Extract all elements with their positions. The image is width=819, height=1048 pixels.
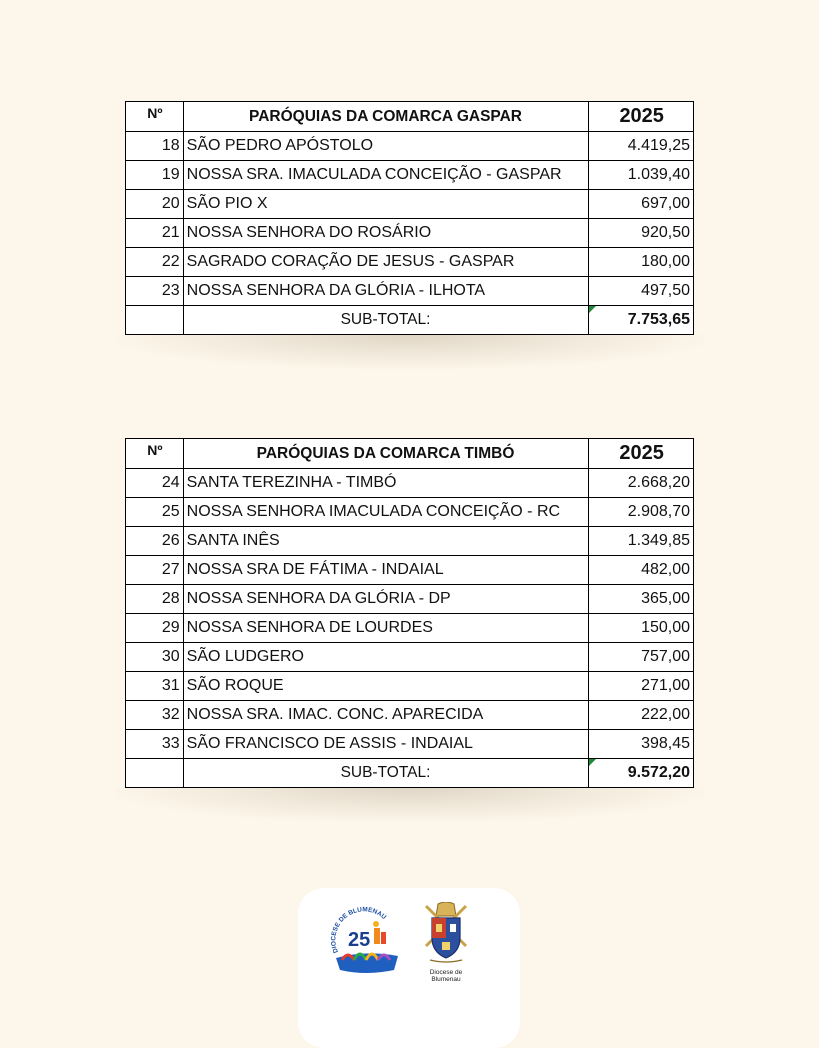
table-row (126, 527, 694, 556)
row-value: 2.668,20 (589, 469, 694, 498)
table-header-row (126, 439, 694, 469)
row-number: 20 (126, 190, 184, 219)
logo-card (298, 888, 520, 1048)
row-number: 22 (126, 248, 184, 277)
row-number: 19 (126, 161, 184, 190)
table-row (126, 556, 694, 585)
logo-caption-line1: Diocese de (429, 969, 463, 976)
row-name: NOSSA SENHORA DA GLÓRIA - DP (183, 585, 589, 614)
header-title: PARÓQUIAS DA COMARCA GASPAR (183, 102, 589, 132)
table-row (126, 248, 694, 277)
row-value: 2.908,70 (589, 498, 694, 527)
table-row (126, 277, 694, 306)
table-row (126, 161, 694, 190)
subtotal-row (126, 759, 694, 788)
row-name: NOSSA SENHORA IMACULADA CONCEIÇÃO - RC (183, 498, 589, 527)
comarca-timbo-table (125, 438, 694, 788)
row-value: 150,00 (589, 614, 694, 643)
coat-of-arms-icon (416, 902, 476, 964)
row-name: SÃO ROQUE (183, 672, 589, 701)
row-number: 21 (126, 219, 184, 248)
row-name: NOSSA SRA. IMACULADA CONCEIÇÃO - GASPAR (183, 161, 589, 190)
row-name: NOSSA SRA DE FÁTIMA - INDAIAL (183, 556, 589, 585)
row-value: 180,00 (589, 248, 694, 277)
row-name: SÃO PEDRO APÓSTOLO (183, 132, 589, 161)
row-value: 482,00 (589, 556, 694, 585)
row-name: NOSSA SENHORA DA GLÓRIA - ILHOTA (183, 277, 589, 306)
row-value: 1.039,40 (589, 161, 694, 190)
row-value: 271,00 (589, 672, 694, 701)
table-row (126, 614, 694, 643)
header-year: 2025 (589, 102, 694, 132)
table-row (126, 672, 694, 701)
comarca-gaspar-table-wrap (125, 101, 694, 335)
row-value: 365,00 (589, 585, 694, 614)
subtotal-value: 7.753,65 (627, 311, 690, 328)
row-number: 30 (126, 643, 184, 672)
row-value: 4.419,25 (589, 132, 694, 161)
row-name: SAGRADO CORAÇÃO DE JESUS - GASPAR (183, 248, 589, 277)
logo-caption-line2: Blumenau (431, 976, 461, 983)
row-number: 31 (126, 672, 184, 701)
table-row (126, 730, 694, 759)
cell-comment-mark (589, 306, 596, 313)
subtotal-empty-cell (126, 306, 184, 335)
row-value: 920,50 (589, 219, 694, 248)
row-value: 222,00 (589, 701, 694, 730)
logo-number: 25 (348, 929, 371, 951)
row-number: 24 (126, 469, 184, 498)
row-name: SÃO FRANCISCO DE ASSIS - INDAIAL (183, 730, 589, 759)
row-number: 32 (126, 701, 184, 730)
subtotal-row (126, 306, 694, 335)
row-number: 33 (126, 730, 184, 759)
comarca-timbo-table-wrap (125, 438, 694, 788)
row-name: NOSSA SENHORA DE LOURDES (183, 614, 589, 643)
row-number: 29 (126, 614, 184, 643)
table-row (126, 498, 694, 527)
row-name: SANTA TEREZINHA - TIMBÓ (183, 469, 589, 498)
table-row (126, 585, 694, 614)
subtotal-empty-cell (126, 759, 184, 788)
header-title: PARÓQUIAS DA COMARCA TIMBÓ (183, 439, 589, 469)
subtotal-value: 9.572,20 (627, 764, 690, 781)
table-row (126, 701, 694, 730)
row-number: 27 (126, 556, 184, 585)
row-name: SÃO LUDGERO (183, 643, 589, 672)
row-value: 398,45 (589, 730, 694, 759)
row-value: 697,00 (589, 190, 694, 219)
table-row (126, 219, 694, 248)
row-name: SÃO PIO X (183, 190, 589, 219)
cell-comment-mark (589, 759, 596, 766)
table-row (126, 469, 694, 498)
row-name: NOSSA SRA. IMAC. CONC. APARECIDA (183, 701, 589, 730)
row-value: 757,00 (589, 643, 694, 672)
row-value: 1.349,85 (589, 527, 694, 556)
comarca-gaspar-table (125, 101, 694, 335)
table-row (126, 643, 694, 672)
row-number: 23 (126, 277, 184, 306)
row-name: SANTA INÊS (183, 527, 589, 556)
row-number: 28 (126, 585, 184, 614)
logo-arc-text: DIOCESE DE BLUMENAU (330, 906, 388, 954)
row-value: 497,50 (589, 277, 694, 306)
subtotal-value-cell (589, 759, 694, 788)
row-number: 18 (126, 132, 184, 161)
table-row (126, 190, 694, 219)
row-name: NOSSA SENHORA DO ROSÁRIO (183, 219, 589, 248)
header-number: Nº (126, 102, 184, 132)
jubilee-25-logo (328, 906, 404, 978)
header-number: Nº (126, 439, 184, 469)
header-year: 2025 (589, 439, 694, 469)
table-header-row (126, 102, 694, 132)
row-number: 25 (126, 498, 184, 527)
diocese-coat-of-arms (416, 902, 476, 984)
table-row (126, 132, 694, 161)
subtotal-label: SUB-TOTAL: (183, 306, 589, 335)
row-number: 26 (126, 527, 184, 556)
subtotal-value-cell (589, 306, 694, 335)
subtotal-label: SUB-TOTAL: (183, 759, 589, 788)
